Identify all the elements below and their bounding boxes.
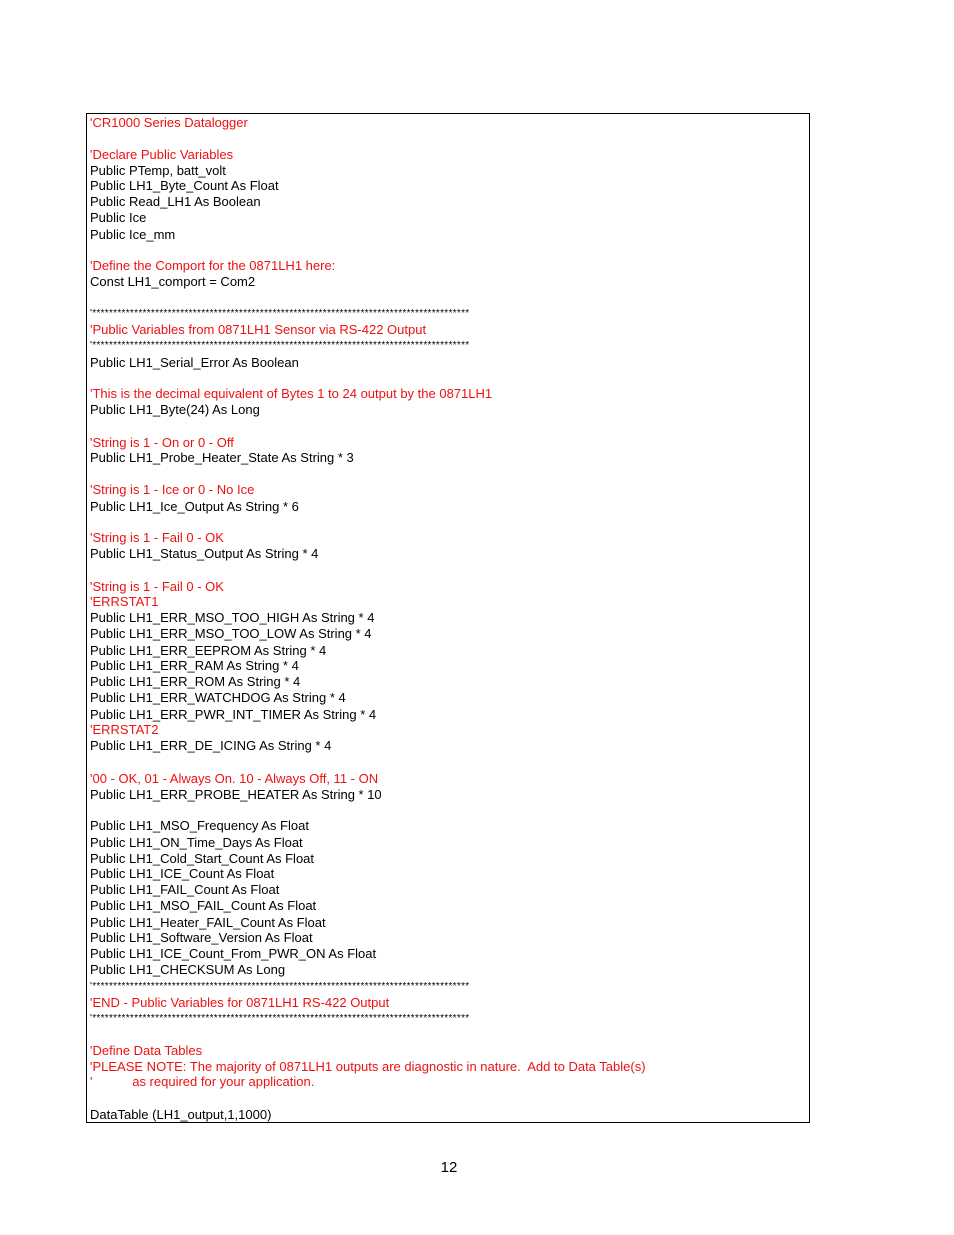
separator-line: '****************************************************************************************** — [90, 981, 470, 992]
code-line: Public LH1_Serial_Error As Boolean — [90, 355, 299, 370]
code-line: Public LH1_ERR_MSO_TOO_LOW As String * 4 — [90, 626, 372, 641]
code-line: Public LH1_Status_Output As String * 4 — [90, 546, 319, 561]
code-line: Public LH1_FAIL_Count As Float — [90, 882, 280, 897]
code-line: Public LH1_ERR_DE_ICING As String * 4 — [90, 738, 332, 753]
code-line: Public LH1_ICE_Count As Float — [90, 866, 275, 881]
code-line: Const LH1_comport = Com2 — [90, 274, 256, 289]
code-line: Public LH1_ON_Time_Days As Float — [90, 835, 303, 850]
code-line: DataTable (LH1_output,1,1000) — [90, 1107, 272, 1122]
comment-line: 'ERRSTAT1 — [90, 594, 159, 609]
code-line: Public LH1_ERR_MSO_TOO_HIGH As String * 4 — [90, 610, 375, 625]
code-line: Public Ice — [90, 210, 147, 225]
code-line: Public PTemp, batt_volt — [90, 163, 226, 178]
comment-line: 'ERRSTAT2 — [90, 722, 159, 737]
comment-line: 'CR1000 Series Datalogger — [90, 115, 248, 130]
code-line: Public LH1_ERR_PROBE_HEATER As String * 10 — [90, 787, 382, 802]
code-line: Public LH1_Ice_Output As String * 6 — [90, 499, 299, 514]
code-line: Public LH1_ERR_RAM As String * 4 — [90, 658, 299, 673]
code-line: Public LH1_Cold_Start_Count As Float — [90, 851, 315, 866]
code-line: Public Read_LH1 As Boolean — [90, 194, 261, 209]
code-line: Public LH1_Probe_Heater_State As String * 3 — [90, 450, 354, 465]
separator-line: '****************************************************************************************** — [90, 308, 470, 319]
code-line: Public LH1_CHECKSUM As Long — [90, 962, 286, 977]
comment-line: 'Declare Public Variables — [90, 147, 234, 162]
comment-line: 'Define Data Tables — [90, 1043, 203, 1058]
code-line: Public LH1_Byte_Count As Float — [90, 178, 279, 193]
comment-line: 'String is 1 - Ice or 0 - No Ice — [90, 482, 255, 497]
comment-line: 'String is 1 - On or 0 - Off — [90, 435, 234, 450]
code-line: Public Ice_mm — [90, 227, 176, 242]
comment-line: 'PLEASE NOTE: The majority of 0871LH1 outputs are diagnostic in nature. Add to Data Table(s) — [90, 1059, 646, 1074]
code-line: Public LH1_Heater_FAIL_Count As Float — [90, 915, 326, 930]
code-line: Public LH1_MSO_Frequency As Float — [90, 818, 309, 833]
code-line: Public LH1_ERR_PWR_INT_TIMER As String * 4 — [90, 707, 377, 722]
comment-line: 'END - Public Variables for 0871LH1 RS-422 Output — [90, 995, 390, 1010]
code-line: Public LH1_ERR_ROM As String * 4 — [90, 674, 301, 689]
comment-line: 'String is 1 - Fail 0 - OK — [90, 579, 224, 594]
comment-line: 'This is the decimal equivalent of Bytes 1 to 24 output by the 0871LH1 — [90, 386, 493, 401]
code-listing-box — [86, 113, 810, 1123]
code-line: Public LH1_ICE_Count_From_PWR_ON As Float — [90, 946, 377, 961]
comment-line: ' as required for your application. — [90, 1074, 315, 1089]
separator-line: '****************************************************************************************** — [90, 340, 470, 351]
code-line: Public LH1_Software_Version As Float — [90, 930, 313, 945]
code-line: Public LH1_MSO_FAIL_Count As Float — [90, 898, 317, 913]
code-line: Public LH1_ERR_EEPROM As String * 4 — [90, 643, 327, 658]
comment-line: 'String is 1 - Fail 0 - OK — [90, 530, 224, 545]
page-number: 12 — [440, 1159, 458, 1176]
comment-line: '00 - OK, 01 - Always On. 10 - Always Off, 11 - ON — [90, 771, 379, 786]
comment-line: 'Define the Comport for the 0871LH1 here: — [90, 258, 336, 273]
code-line: Public LH1_Byte(24) As Long — [90, 402, 260, 417]
comment-line: 'Public Variables from 0871LH1 Sensor via RS-422 Output — [90, 322, 427, 337]
separator-line: '****************************************************************************************** — [90, 1013, 470, 1024]
code-line: Public LH1_ERR_WATCHDOG As String * 4 — [90, 690, 346, 705]
